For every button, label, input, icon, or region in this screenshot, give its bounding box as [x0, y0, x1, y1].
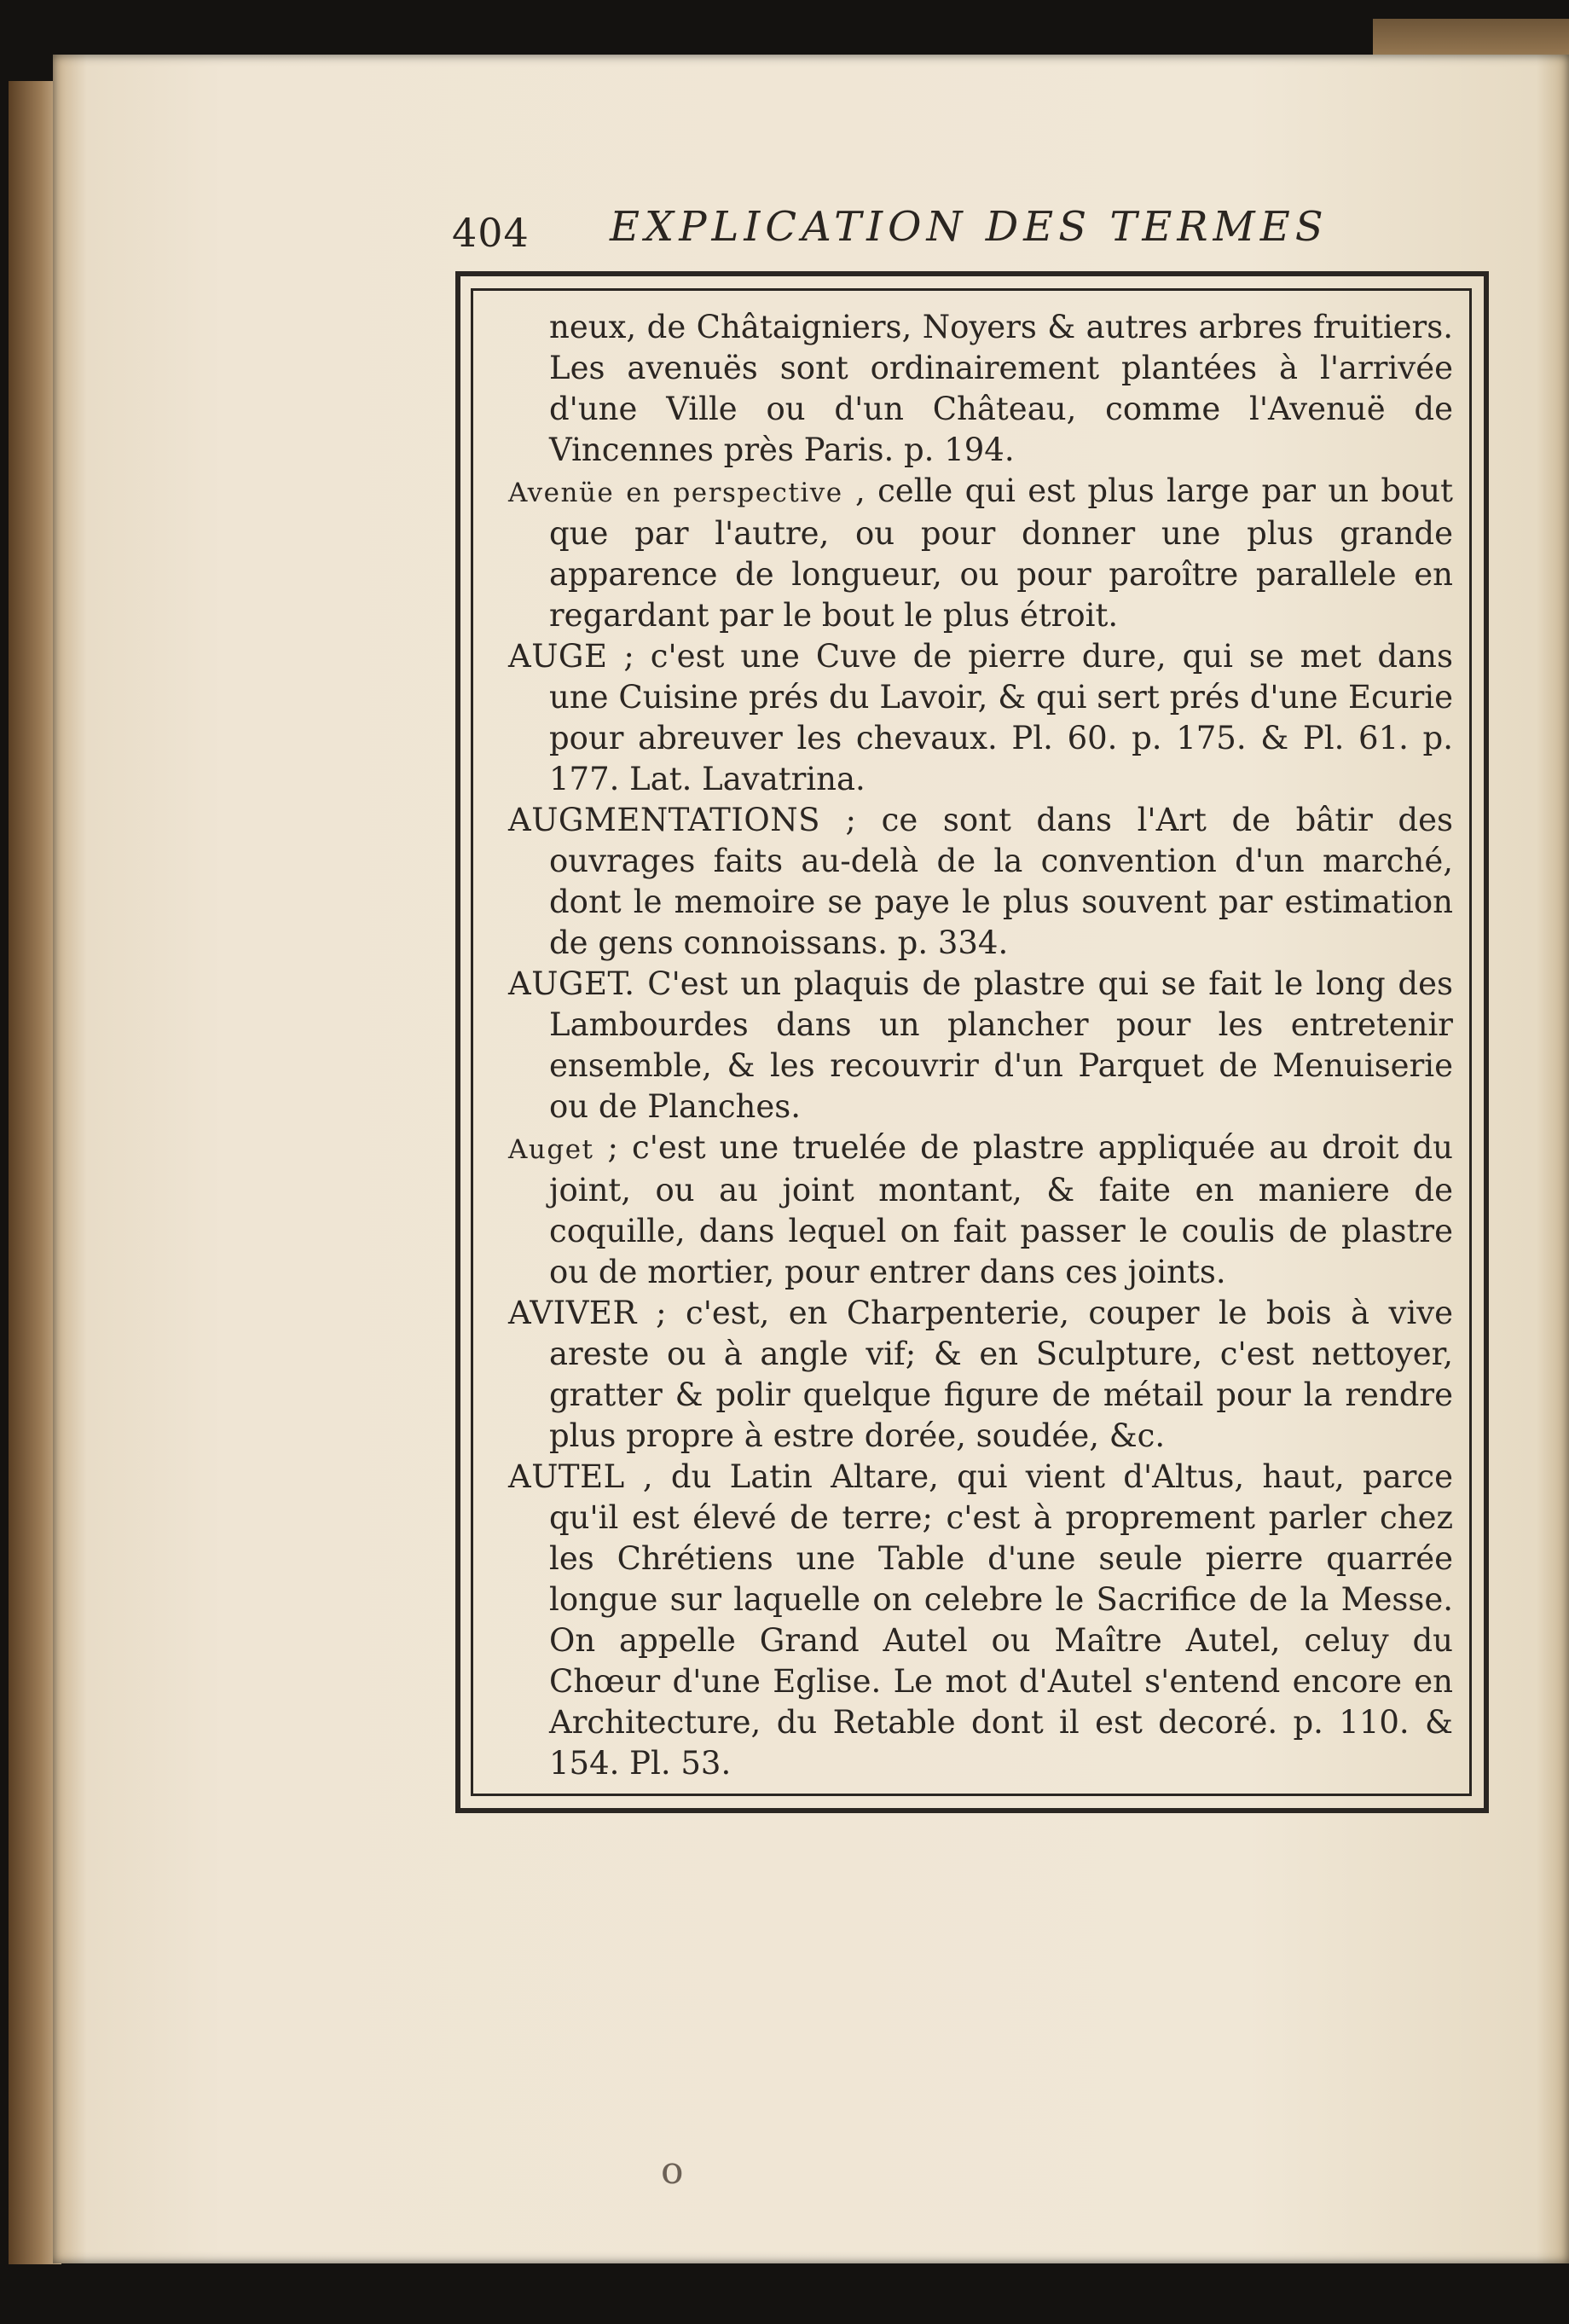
headword: AVIVER	[508, 1295, 637, 1331]
definition: ; ce sont dans l'Art de bâtir des ouvrages faits au-delà de la convention d'un marché, dont le memoire se paye le plus souvent par estimation de gens connoissans. p. 334.	[549, 802, 1453, 961]
running-head	[452, 203, 1347, 263]
definition: C'est un plaquis de plastre qui se fait le long des Lambourdes dans un plancher pour les entretenir ensemble, & les recouvrir d'un Parquet de Menuiserie ou de Planches.	[549, 965, 1453, 1125]
headword: Avenüe en perspective	[508, 478, 843, 508]
entry-augmentations	[508, 800, 1453, 964]
definition: ; c'est une Cuve de pierre dure, qui se met dans une Cuisine prés du Lavoir, & qui sert prés d'une Ecurie pour abreuver les chevaux. Pl. 60. p. 175. & Pl. 61. p. 177. Lat. Lavatrina.	[549, 638, 1453, 797]
headword: AUTEL	[508, 1458, 625, 1495]
headword: AUGET.	[508, 965, 635, 1002]
definition: ; c'est une truelée de plastre appliquée au droit du joint, ou au joint montant, & faite en maniere de coquille, dans lequel on fait passer le coulis de plastre ou de mortier, pour entrer dans ces joints.	[549, 1129, 1454, 1290]
page-number: 404	[452, 210, 530, 256]
headword: AUGMENTATIONS	[508, 802, 820, 838]
definition: , celle qui est plus large par un bout que par l'autre, ou pour donner une plus grande apparence de longueur, ou pour paroître parallele en regardant par le bout le plus étroit.	[549, 472, 1453, 634]
entry-autel	[508, 1457, 1453, 1784]
footer-ornament: o	[661, 2149, 684, 2193]
glossary-text	[508, 307, 1453, 1784]
entry-avenue-perspective	[508, 471, 1453, 636]
headword: AUGE	[508, 638, 608, 675]
entry-aviver	[508, 1293, 1453, 1457]
entry-auget-2	[508, 1127, 1453, 1293]
definition: ; c'est, en Charpenterie, couper le bois à vive areste ou à angle vif; & en Sculpture, c'est nettoyer, gratter & polir quelque figure de métail pour la rendre plus propre à estre dorée, soudée, &c.	[549, 1295, 1453, 1454]
headword: Auget	[508, 1134, 594, 1165]
running-title: EXPLICATION DES TERMES	[610, 203, 1329, 251]
entry-auge	[508, 636, 1453, 800]
entry-auget-1	[508, 964, 1453, 1127]
definition: , du Latin Altare, qui vient d'Altus, haut, parce qu'il est élevé de terre; c'est à proprement parler chez les Chrétiens une Table d'une seule pierre quarrée longue sur laquelle on celebre le Sacrifice de la Messe. On appelle Grand Autel ou Maître Autel, celuy du Chœur d'une Eglise. Le mot d'Autel s'entend encore en Architecture, du Retable dont il est decoré. p. 110. & 154. Pl. 53.	[549, 1458, 1454, 1782]
continuation-paragraph: neux, de Châtaigniers, Noyers & autres arbres fruitiers. Les avenuës sont ordinairement plantées à l'arrivée d'une Ville ou d'un Château, comme l'Avenuë de Vincennes près Paris. p. 194.	[549, 309, 1453, 468]
